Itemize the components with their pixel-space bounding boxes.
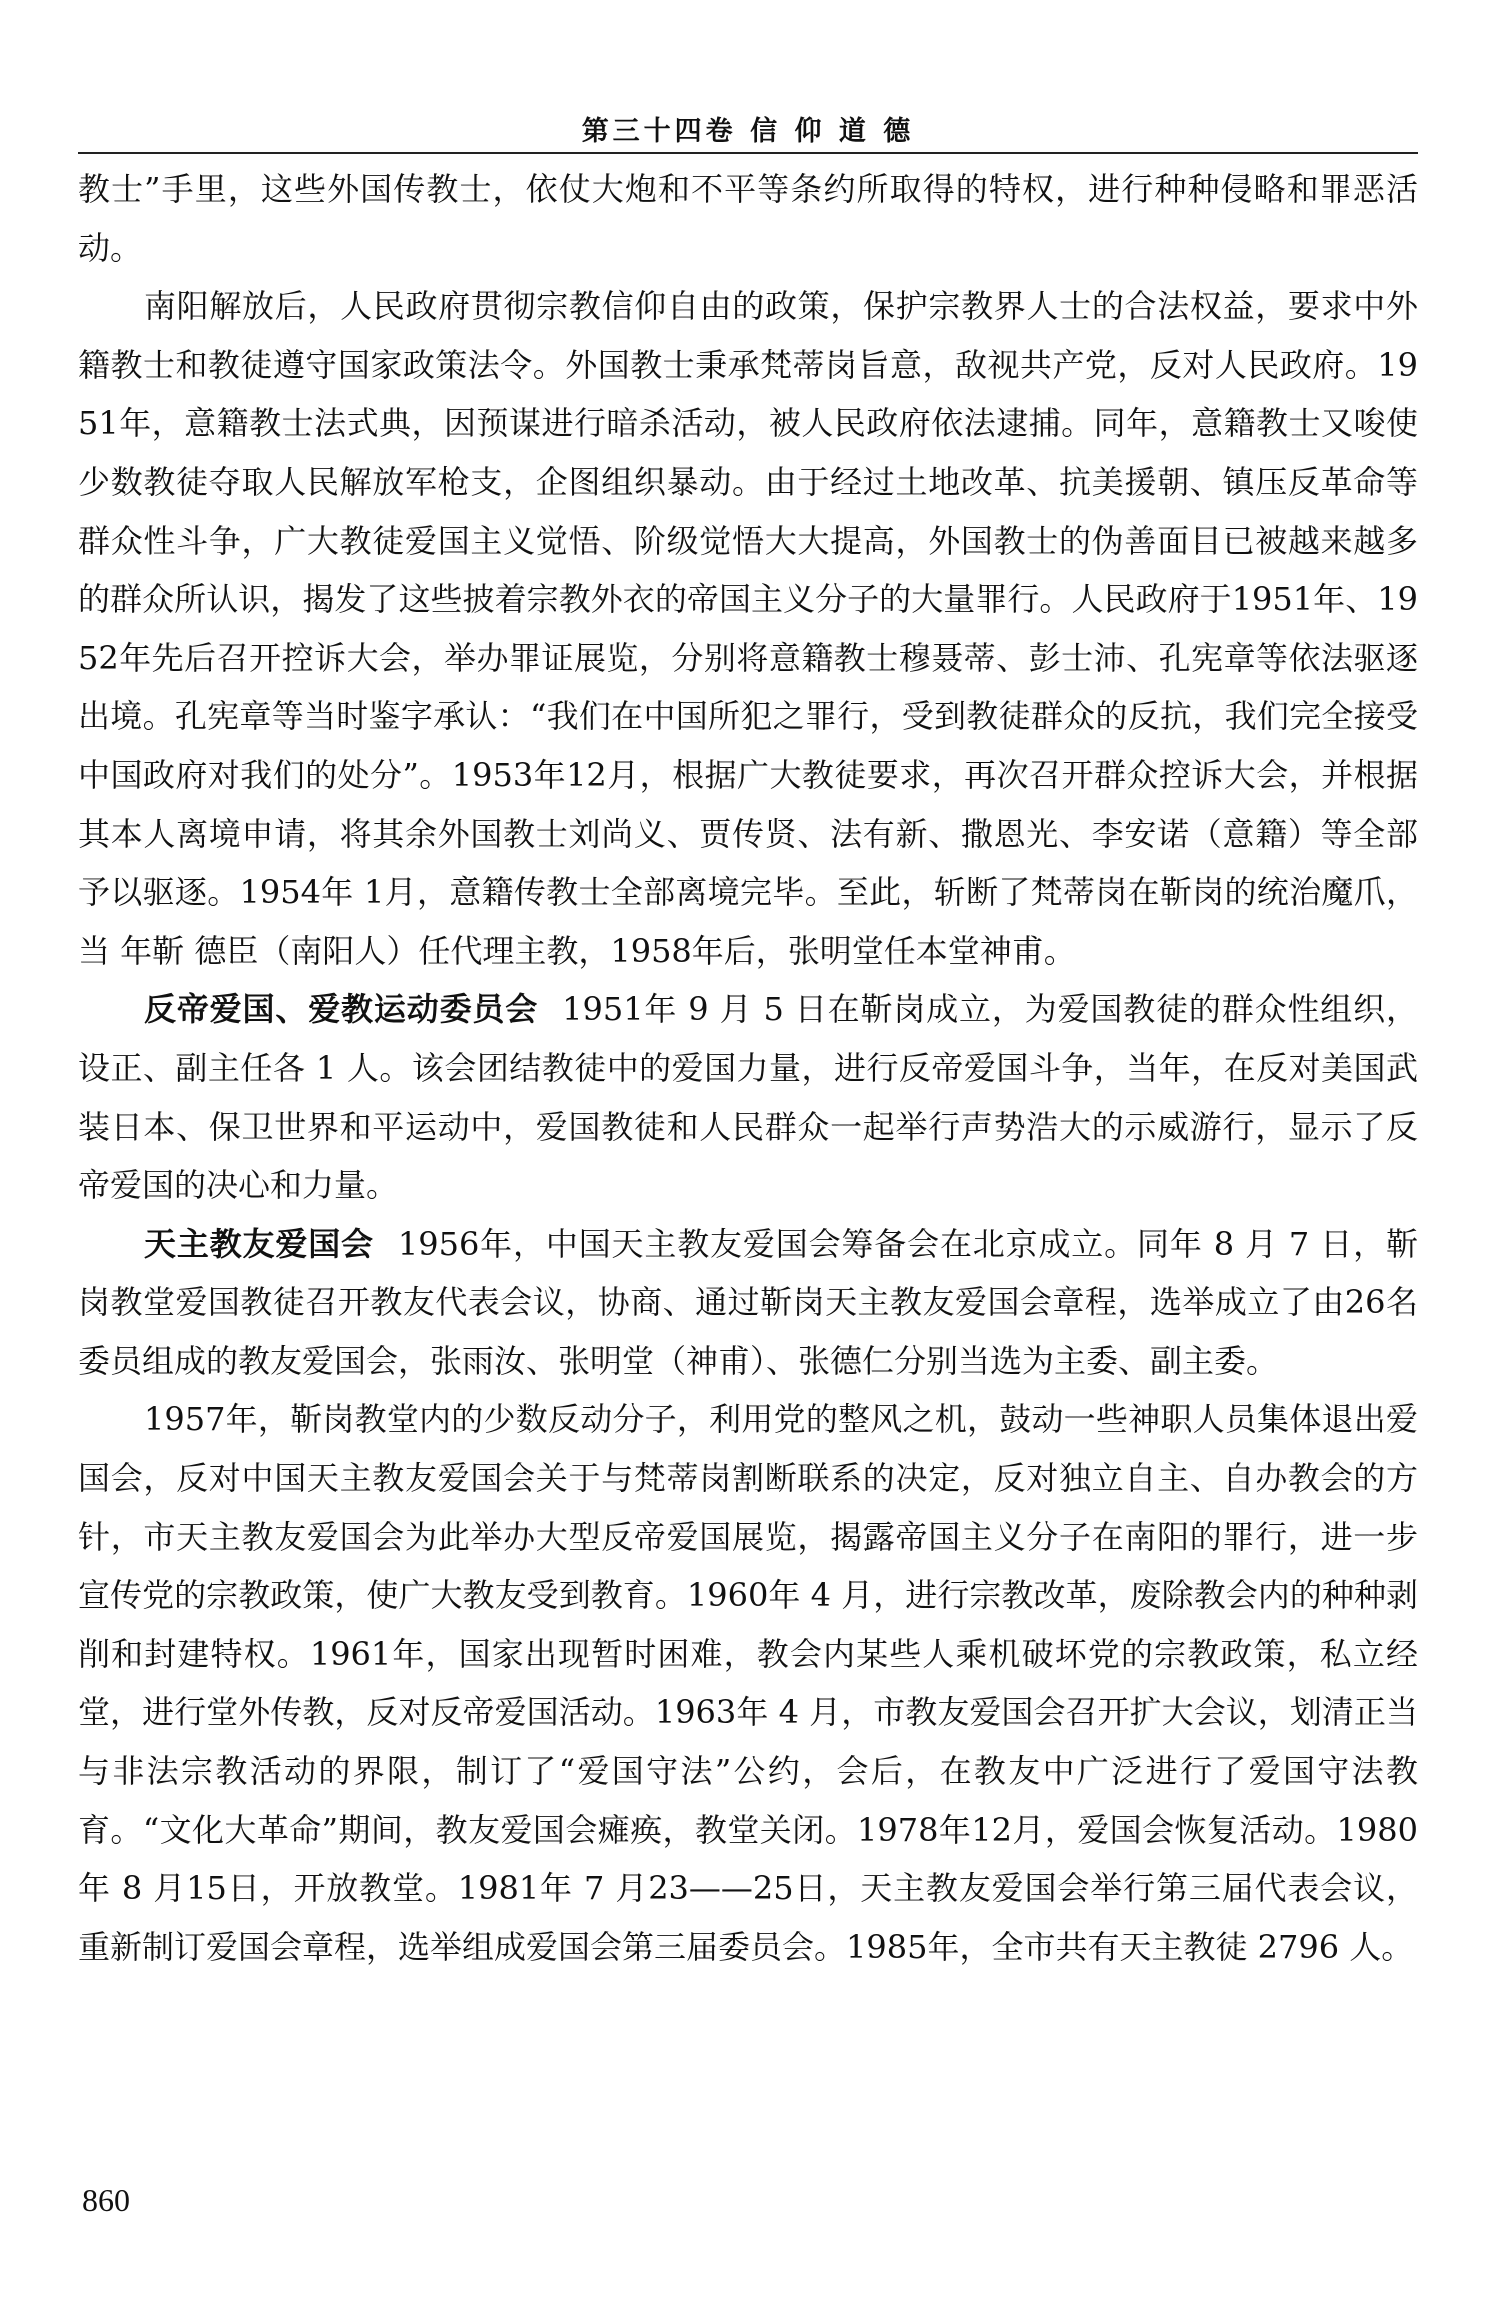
section-heading: 反帝爱国、爱教运动委员会 <box>144 990 539 1029</box>
paragraph-text: 南阳解放后，人民政府贯彻宗教信仰自由的政策，保护宗教界人士的合法权益，要求中外籍教士和教徒遵守国家政策法令。外国教士秉承梵蒂岗旨意，敌视共产党，反对人民政府。1951年，意籍教士法式典，因预谋进行暗杀活动，被人民政府依法逮捕。同年，意籍教士又唆使少数教徒夺取人民解放军枪支，企图组织暴动。由于经过土地改革、抗美援朝、镇压反革命等群众性斗争，广大教徒爱国主义觉悟、阶级觉悟大大提高，外国教士的伪善面目已被越来越多的群众所认识，揭发了这些披着宗教外衣的帝国主义分子的大量罪行。人民政府于1951年、1952年先后召开控诉大会，举办罪证展览，分别将意籍教士穆聂蒂、彭士沛、孔宪章等依法驱逐出境。孔宪章等当时鉴字承认：“我们在中国所犯之罪行，受到教徒群众的反抗，我们完全接受中国政府对我们的处分”。1953年12月，根据广大教徒要求，再次召开群众控诉大会，并根据其本人离境申请，将其余外国教士刘尚义、贾传贤、法有新、撒恩光、李安诺（意籍）等全部予以驱逐。1954年 1月，意籍传教士全部离境完毕。至此，斩断了梵蒂岗在靳岗的统治魔爪，当 年靳 德臣（南阳人）任代理主教，1958年后，张明堂任本堂神甫。 <box>78 287 1418 970</box>
paragraph-continuation <box>78 160 1418 277</box>
page-body <box>78 160 1418 1976</box>
paragraph-text: 教士”手里，这些外国传教士，依仗大炮和不平等条约所取得的特权，进行种种侵略和罪恶活动。 <box>78 170 1418 267</box>
paragraph-nanyang-liberation <box>78 277 1418 980</box>
paragraph-text: 1956年，中国天主教友爱国会筹备会在北京成立。同年 8 月 7 日，靳岗教堂爱国教徒召开教友代表会议，协商、通过靳岗天主教友爱国会章程，选举成立了由26名委员组成的教友爱国会，张雨汝、张明堂（神甫）、张德仁分别当选为主委、副主委。 <box>78 1224 1418 1380</box>
paragraph-1957-history <box>78 1390 1418 1976</box>
section-heading: 天主教友爱国会 <box>144 1224 374 1263</box>
paragraph-text: 1951年 9 月 5 日在靳岗成立，为爱国教徒的群众性组织，设正、副主任各 1 人。该会团结教徒中的爱国力量，进行反帝爱国斗争，当年，在反对美国武装日本、保卫世界和平运动中，爱国教徒和人民群众一起举行声势浩大的示威游行，显示了反帝爱国的决心和力量。 <box>78 990 1418 1205</box>
header-rule <box>78 152 1418 154</box>
running-header: 第三十四卷 信 仰 道 德 <box>581 116 915 147</box>
page-number: 860 <box>82 2182 130 2218</box>
section-anti-imperialist-committee <box>78 980 1418 1214</box>
paragraph-text: 1957年，靳岗教堂内的少数反动分子，利用党的整风之机，鼓动一些神职人员集体退出爱国会，反对中国天主教友爱国会关于与梵蒂岗割断联系的决定，反对独立自主、自办教会的方针，市天主教友爱国会为此举办大型反帝爱国展览，揭露帝国主义分子在南阳的罪行，进一步宣传党的宗教政策，使广大教友受到教育。1960年 4 月，进行宗教改革，废除教会内的种种剥削和封建特权。1961年，国家出现暂时困难，教会内某些人乘机破坏党的宗教政策，私立经堂，进行堂外传教，反对反帝爱国活动。1963年 4 月，市教友爱国会召开扩大会议，划清正当与非法宗教活动的界限，制订了“爱国守法”公约，会后，在教友中广泛进行了爱国守法教育。“文化大革命”期间，教友爱国会瘫痪，教堂关闭。1978年12月，爱国会恢复活动。1980年 8 月15日，开放教堂。1981年 7 月23——25日，天主教友爱国会举行第三届代表会议，重新制订爱国会章程，选举组成爱国会第三届委员会。1985年，全市共有天主教徒 2796 人。 <box>78 1400 1418 1966</box>
section-catholic-patriotic-association <box>78 1215 1418 1391</box>
